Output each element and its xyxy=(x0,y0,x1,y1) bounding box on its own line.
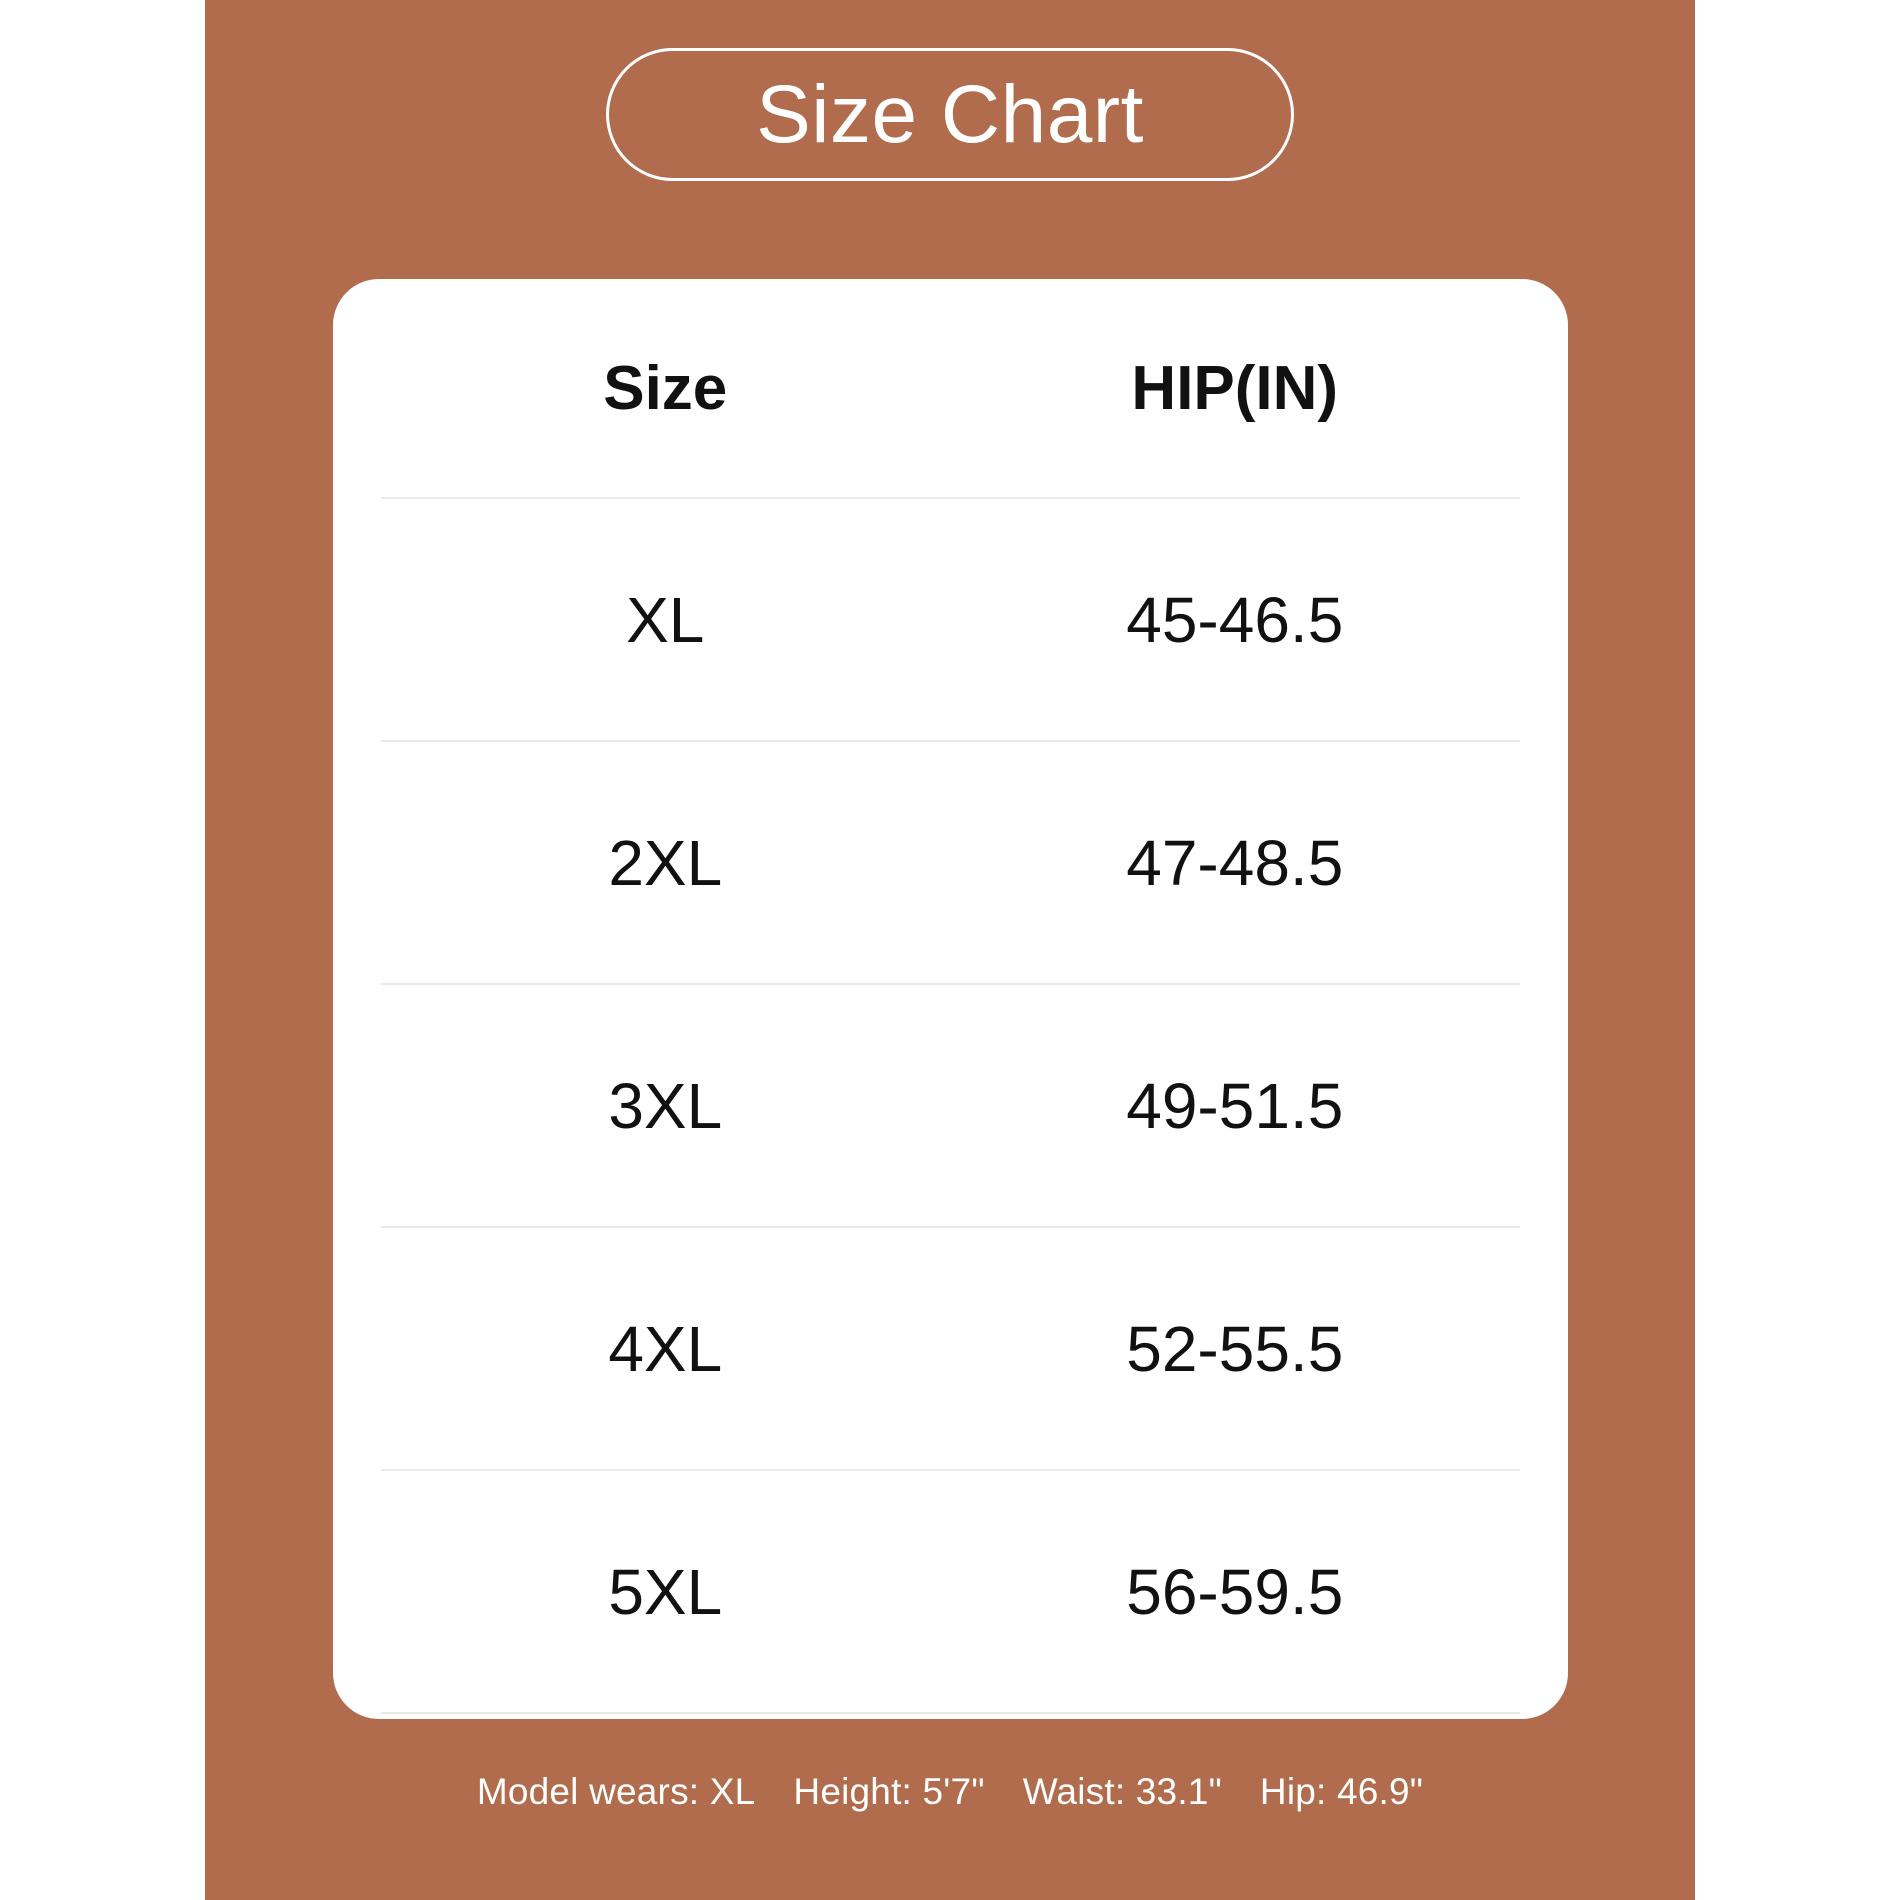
column-header-size: Size xyxy=(603,353,728,423)
footer-hip: Hip: 46.9" xyxy=(1259,1771,1424,1812)
title-pill xyxy=(606,48,1294,181)
cell-hip: 49-51.5 xyxy=(1126,1069,1344,1142)
table-body xyxy=(381,498,1520,1713)
footer-model-wears: Model wears: XL xyxy=(476,1771,756,1812)
table-row xyxy=(381,498,1520,741)
size-table xyxy=(381,279,1520,1714)
table-row xyxy=(381,741,1520,984)
footer-height: Height: 5'7" xyxy=(793,1771,985,1812)
cell-size: XL xyxy=(626,583,705,656)
footer-waist: Waist: 33.1" xyxy=(1022,1771,1222,1812)
cell-hip: 52-55.5 xyxy=(1126,1312,1344,1385)
model-measurements-note xyxy=(477,1771,1423,1813)
table-header xyxy=(381,279,1520,498)
cell-hip: 47-48.5 xyxy=(1126,826,1344,899)
brown-panel xyxy=(205,0,1695,1900)
cell-hip: 56-59.5 xyxy=(1126,1555,1344,1628)
column-header-hip: HIP(IN) xyxy=(1131,353,1339,423)
table-row xyxy=(381,1227,1520,1470)
cell-size: 3XL xyxy=(608,1069,723,1142)
table-row xyxy=(381,984,1520,1227)
page-title: Size Chart xyxy=(756,68,1144,160)
table-header-row xyxy=(381,279,1520,498)
cell-size: 2XL xyxy=(608,826,723,899)
cell-size: 5XL xyxy=(608,1555,723,1628)
table-row xyxy=(381,1470,1520,1713)
size-table-card xyxy=(333,279,1568,1719)
cell-size: 4XL xyxy=(608,1312,723,1385)
cell-hip: 45-46.5 xyxy=(1126,583,1344,656)
